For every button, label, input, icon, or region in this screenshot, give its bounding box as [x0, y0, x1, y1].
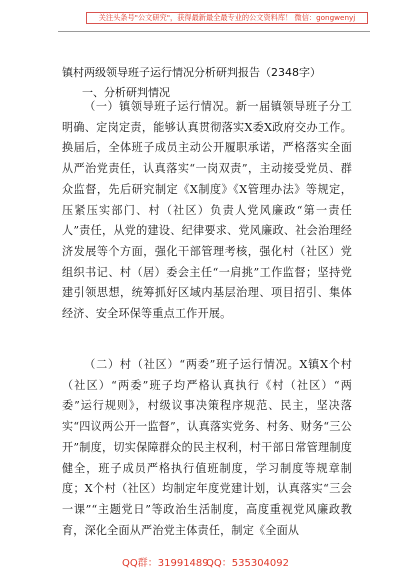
- promo-banner[interactable]: [86, 12, 368, 24]
- section-heading: 一、分析研判情况: [82, 86, 170, 99]
- header-divider: [58, 31, 370, 32]
- footer-qq-group: QQ群：31991489: [122, 558, 209, 569]
- footer-contact: [0, 557, 408, 571]
- promo-banner-text: 关注头条号"公文研究"，获得最新最全最专业的公文资料库！ 微信：gongwenyj: [98, 13, 356, 22]
- paragraph-town-leadership: （一）镇领导班子运行情况。新一届镇领导班子分工明确、定岗定责，能够认真贯彻落实X委X政府交办工作。换届后，全体班子成员主动公开履职承诺，严格落实全面从严治党责任，认真落实“一岗双责”，主动接受党员、群众监督，先后研究制定《X制度》《X管理办法》等规定，压紧压实部门、村（社区）负责人党风廉政“第一责任人”责任，从党的建设、纪律要求、党风廉政、社会治理经济发展等个方面，强化干部管理考核，强化村（社区）党组织书记、村（居）委会主任“一肩挑”工作监督；坚持党建引领思想，统筹抓好区域内基层治理、项目招引、集体经济、安全环保等重点工作开展。: [62, 100, 352, 321]
- document-title: 镇村两级领导班子运行情况分析研判报告（2348字）: [62, 66, 321, 79]
- paragraph-village-committees: （二）村（社区）“两委”班子运行情况。X镇X个村（社区）“两委”班子均严格认真执行《村（社区）“两委”运行规则》，村级议事决策程序规范、民主，坚决落实“四议两公开一监督”，认真落实党务、村务、财务“三公开”制度，切实保障群众的民主权利，村干部日常管理制度健全，班子成员严格执行值班制度，学习制度等规章制度；X个村（社区）均制定年度党建计划，认真落实“三会一课”“主题党日”等政治生活制度，高度重视党风廉政教育，深化全面从严治党主体责任，制定《全面从: [62, 358, 352, 537]
- footer-qq-number: QQ：535304092: [206, 558, 290, 569]
